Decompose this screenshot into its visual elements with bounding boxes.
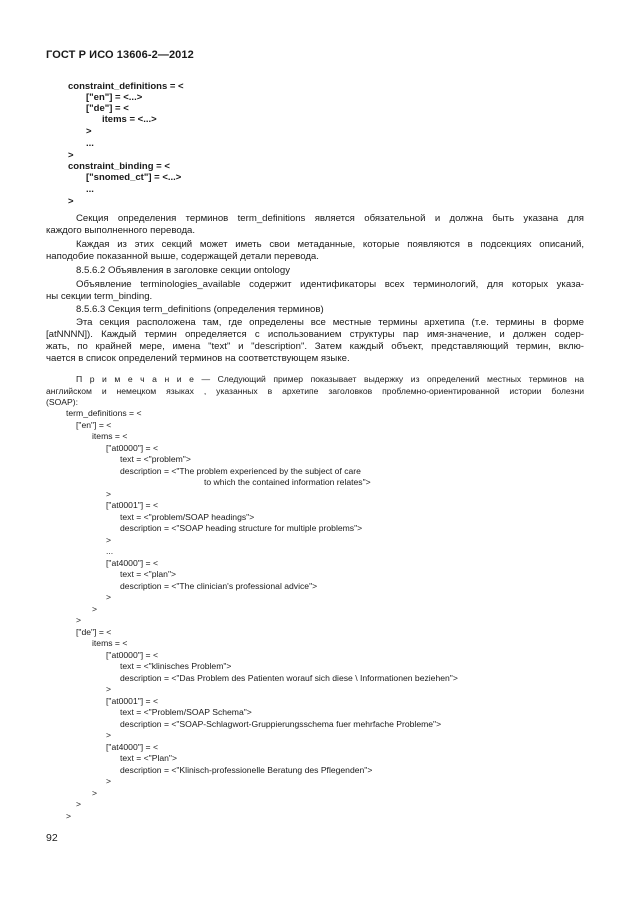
code-line: ... [106, 546, 114, 556]
code-line: > [86, 126, 92, 137]
code-line: > [106, 776, 112, 786]
code-line: term_definitions = < [66, 408, 142, 418]
code-line: text = <"problem/SOAP headings"> [120, 512, 255, 522]
code-line: text = <"Plan"> [120, 753, 177, 763]
code-line: ["at0000"] = < [106, 650, 158, 660]
code-line: text = <"problem"> [120, 454, 191, 464]
code-line: ["at0000"] = < [106, 443, 158, 453]
paragraph-line: каждого выполненного перевода. [46, 225, 196, 236]
paragraph-line: ны секции term_binding. [46, 291, 153, 302]
code-line: > [106, 592, 112, 602]
code-line: ["at4000"] = < [106, 558, 158, 568]
code-line: description = <"Das Problem des Patienten worauf sich diese \ Informationen beziehen"> [120, 673, 458, 683]
paragraph-line: Каждая из этих секций может иметь свои метаданные, которые появляются в подсекциях описаний, [76, 239, 584, 250]
code-line: description = <"The problem experienced by the subject of care [120, 466, 361, 476]
code-line: ... [86, 138, 94, 149]
code-line: > [106, 535, 112, 545]
paragraph-line: Объявление terminologies_available содержит идентификаторы всех терминологий, для которых указа- [76, 279, 584, 290]
code-line: ["at0001"] = < [106, 696, 158, 706]
code-line: > [106, 489, 112, 499]
code-line: description = <"The clinician's professional advice"> [120, 581, 318, 591]
note-line: английском и немецком языках , указанных в архетипе заголовков проблемно-ориентированной истории болезни [46, 386, 584, 396]
code-line: text = <"klinisches Problem"> [120, 661, 232, 671]
paragraph-line: чается в список определений терминов на соответствующем языке. [46, 353, 350, 364]
paragraph-line: [atNNNN]). Каждый термин определяется с использованием структуры пар имя-значение, и должен содер- [46, 329, 584, 340]
paragraph-line: наподобие показанной выше, содержащей детали перевода. [46, 251, 319, 262]
code-line: ... [86, 184, 94, 195]
code-line: description = <"Klinisch-professionelle Beratung des Pflegenden"> [120, 765, 373, 775]
note-line: П р и м е ч а н и е — Следующий пример показывает выдержку из определений местных терминов на [76, 374, 584, 384]
code-line: > [76, 799, 82, 809]
code-line: ["at4000"] = < [106, 742, 158, 752]
code-line: > [92, 604, 98, 614]
code-line: ["en"] = < [76, 420, 112, 430]
code-line: ["de"] = < [86, 103, 129, 114]
code-line: items = <...> [102, 114, 157, 125]
code-line: text = <"plan"> [120, 569, 177, 579]
code-line: items = < [92, 638, 128, 648]
document-header: ГОСТ Р ИСО 13606-2—2012 [46, 49, 194, 61]
code-line: > [76, 615, 82, 625]
code-line: constraint_binding = < [68, 161, 170, 172]
section-heading: 8.5.6.3 Секция term_definitions (определения терминов) [76, 304, 324, 315]
code-line: text = <"Problem/SOAP Schema"> [120, 707, 252, 717]
code-line: items = < [92, 431, 128, 441]
paragraph-line: Эта секция расположена там, где определены все местные термины архетипа (т.е. термины в форме [76, 317, 584, 328]
code-line: to which the contained information relates"> [204, 477, 371, 487]
code-line: > [106, 730, 112, 740]
code-line: > [106, 684, 112, 694]
paragraph-line: Секция определения терминов term_definitions является обязательной и должна быть указана для [76, 213, 584, 224]
code-line: ["at0001"] = < [106, 500, 158, 510]
code-line: > [68, 150, 74, 161]
paragraph-line: жать, по крайней мере, имена "text" и "description". Затем каждый объект, представляющий термин, вклю- [46, 341, 584, 352]
code-line: description = <"SOAP heading structure for multiple problems"> [120, 523, 363, 533]
code-line: ["de"] = < [76, 627, 112, 637]
code-line: > [66, 811, 72, 821]
code-line: > [92, 788, 98, 798]
code-line: > [68, 196, 74, 207]
code-line: constraint_definitions = < [68, 81, 184, 92]
note-line: (SOAP): [46, 397, 78, 407]
code-line: ["snomed_ct"] = <...> [86, 172, 182, 183]
code-line: description = <"SOAP-Schlagwort-Gruppierungsschema fuer mehrfache Probleme"> [120, 719, 442, 729]
code-line: ["en"] = <...> [86, 92, 143, 103]
section-heading: 8.5.6.2 Объявления в заголовке секции ontology [76, 265, 290, 276]
page-number: 92 [46, 832, 58, 844]
